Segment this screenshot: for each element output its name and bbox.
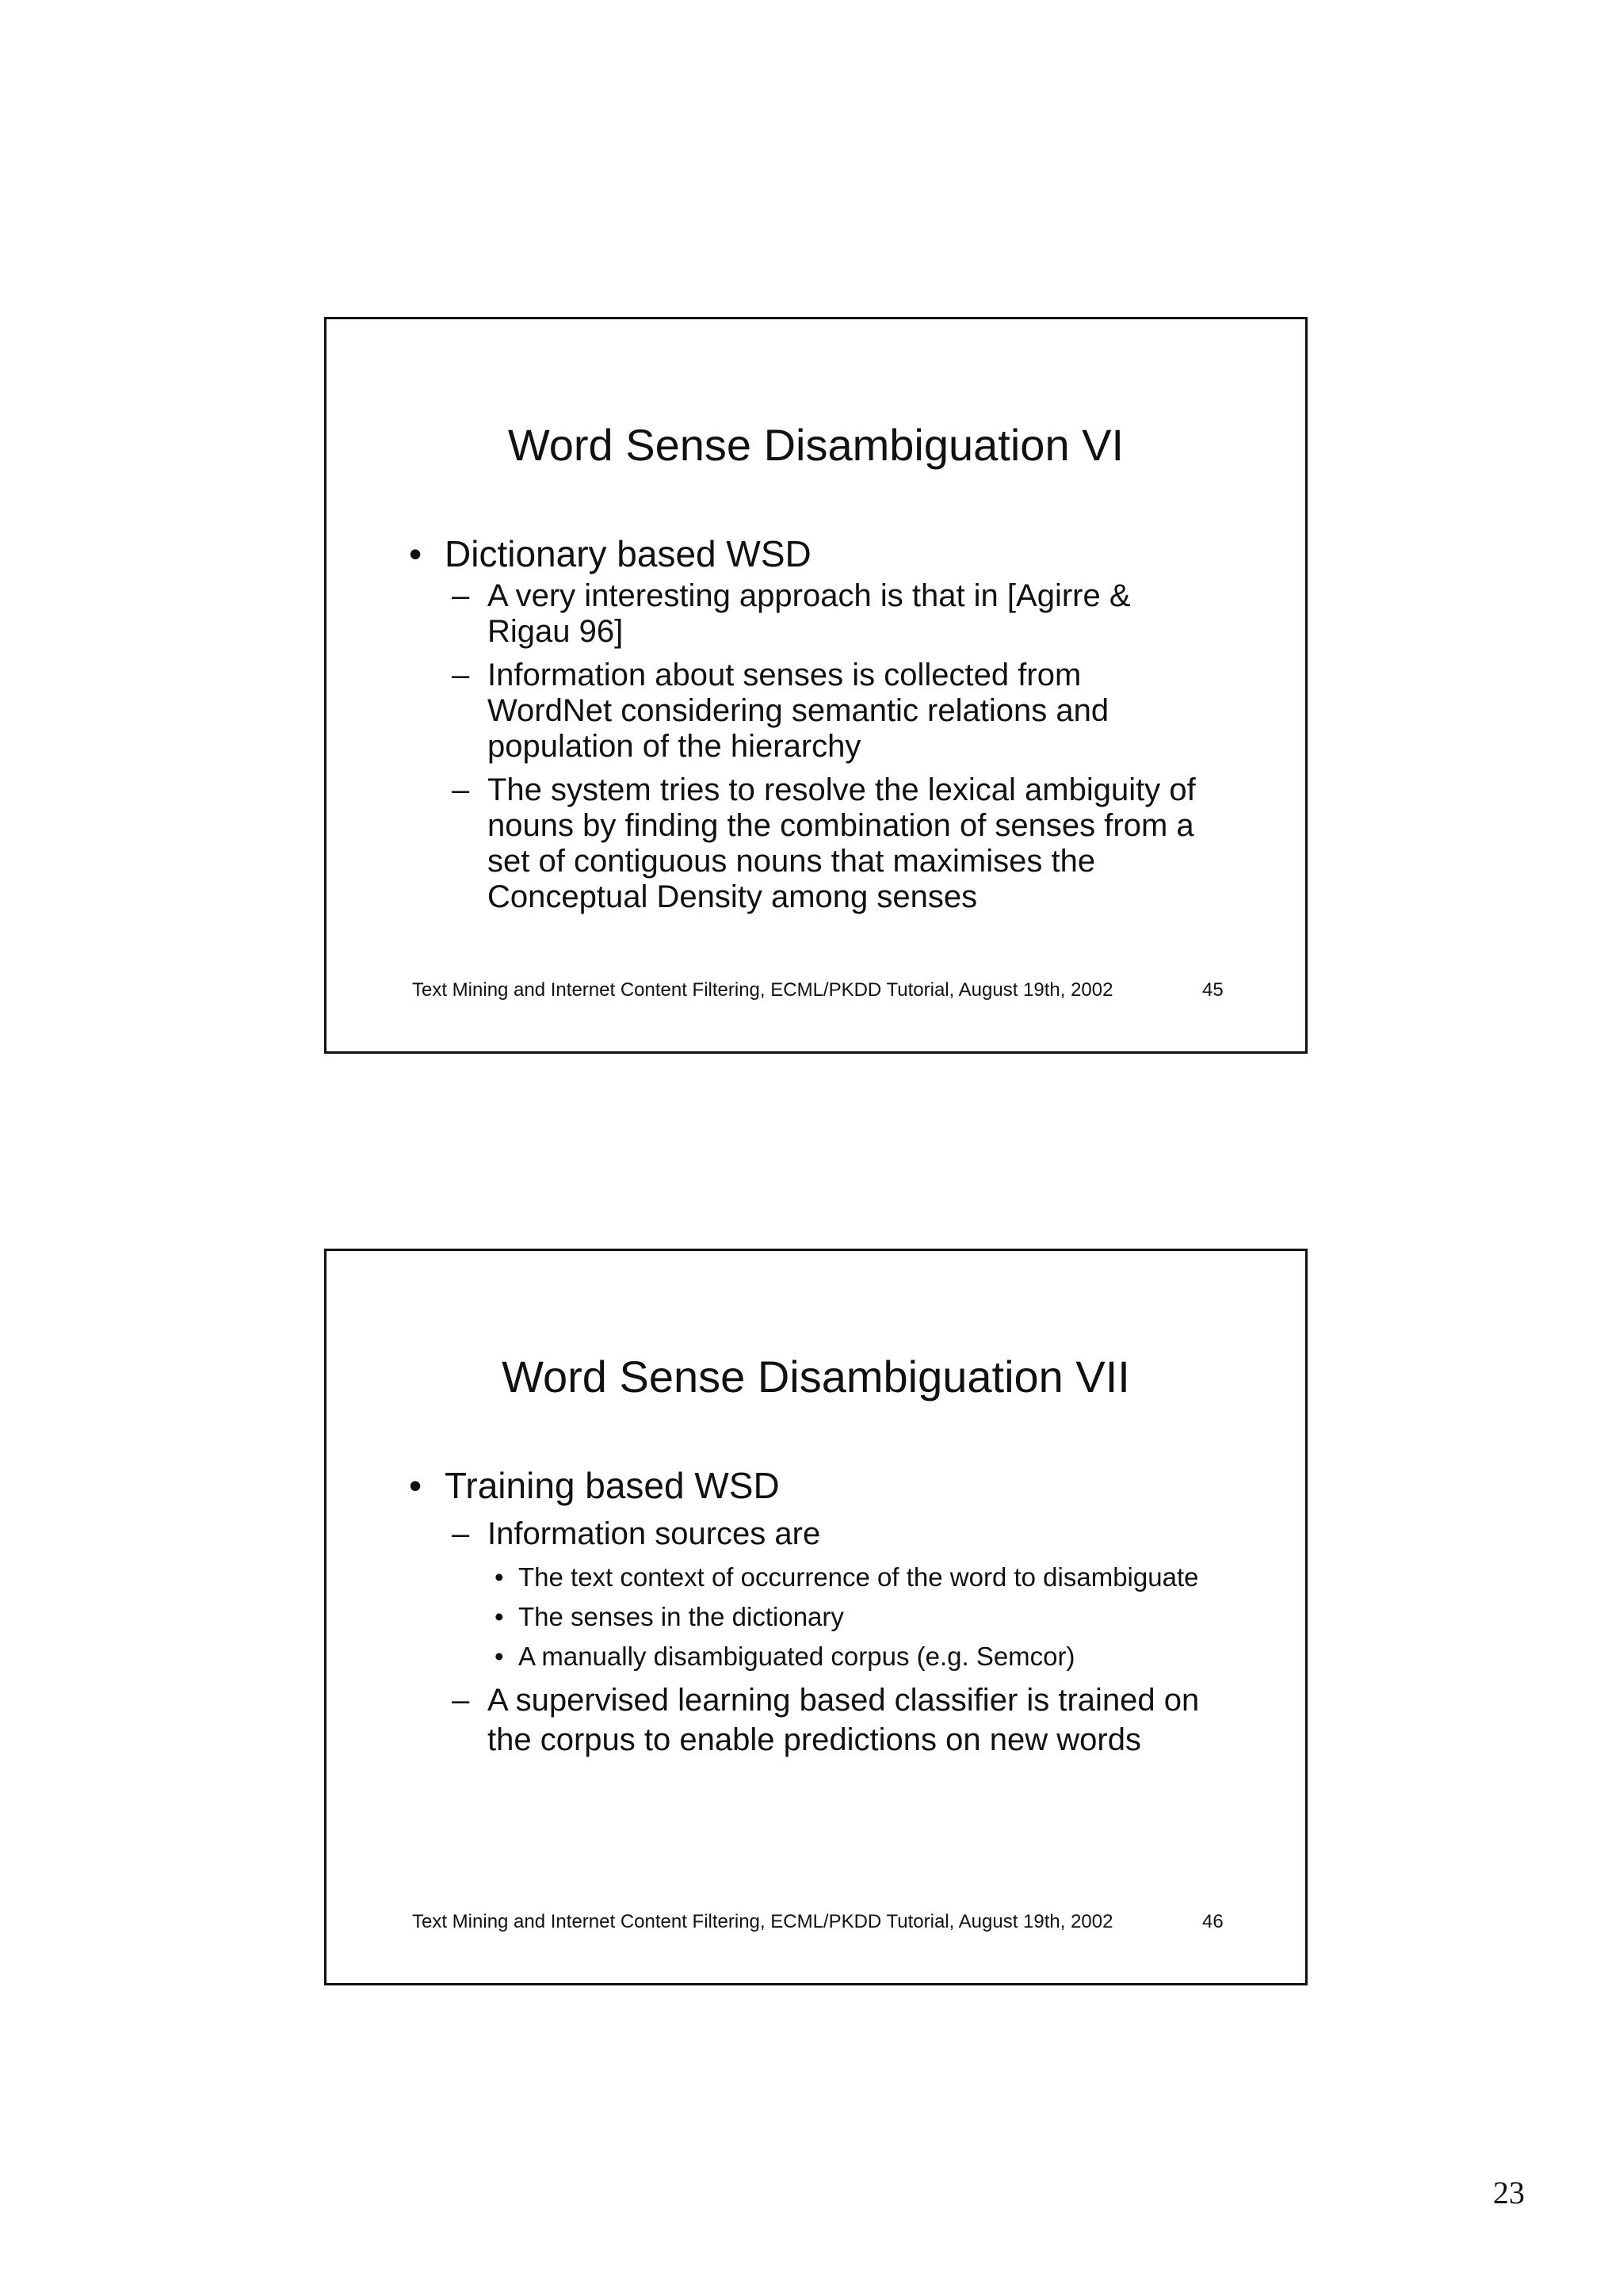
bullet-text: Dictionary based WSD <box>445 533 812 574</box>
slide-body <box>409 1466 1201 1760</box>
slide-46 <box>324 1249 1308 1985</box>
bullet-item <box>409 534 1201 574</box>
sub-bullet-text: A very interesting approach is that in [Agirre & Rigau 96] <box>487 578 1131 649</box>
bullet-item <box>409 1466 1201 1505</box>
sub-bullet-text: Information about senses is collected from WordNet considering semantic relations and population of the hierarchy <box>487 658 1109 764</box>
sub-sub-bullet-text: The senses in the dictionary <box>518 1602 844 1631</box>
slide-title: Word Sense Disambiguation VI <box>507 420 1125 470</box>
dash-marker: – <box>452 578 470 613</box>
sub-bullet-item <box>452 1516 1201 1552</box>
sub-sub-bullet-item <box>495 1601 1201 1633</box>
slide-footer: Text Mining and Internet Content Filtering, ECML/PKDD Tutorial, August 19th, 2002 <box>412 1911 1113 1932</box>
slide-title: Word Sense Disambiguation VII <box>502 1352 1130 1402</box>
sub-bullet-item <box>452 772 1201 915</box>
dash-marker: – <box>452 772 470 807</box>
slide-footer: Text Mining and Internet Content Filtering, ECML/PKDD Tutorial, August 19th, 2002 <box>412 979 1113 1001</box>
sub-sub-bullet-text: A manually disambiguated corpus (e.g. Semcor) <box>518 1642 1075 1671</box>
dash-marker: – <box>452 658 470 692</box>
bullet-marker: • <box>495 1642 504 1671</box>
sub-sub-bullet-item <box>495 1641 1201 1672</box>
sub-sub-bullet-text: The text context of occurrence of the word to disambiguate <box>518 1562 1199 1592</box>
sub-sub-bullet-item <box>495 1562 1201 1593</box>
bullet-marker: • <box>409 533 422 574</box>
bullet-marker: • <box>495 1602 504 1631</box>
slide-45 <box>324 317 1308 1054</box>
sub-bullet-item <box>452 1680 1201 1760</box>
bullet-marker: • <box>409 1465 422 1506</box>
bullet-marker: • <box>495 1562 504 1592</box>
slide-number: 46 <box>1202 1911 1224 1932</box>
sub-bullet-text: The system tries to resolve the lexical ambiguity of nouns by finding the combination of senses from a set of contiguous nouns that maximises the Conceptual Density among senses <box>487 772 1196 914</box>
sub-bullet-text: Information sources are <box>487 1516 821 1551</box>
dash-marker: – <box>452 1516 470 1551</box>
sub-bullet-item <box>452 578 1201 650</box>
slide-number: 45 <box>1202 979 1224 1001</box>
slide-body <box>409 534 1201 923</box>
sub-bullet-text: A supervised learning based classifier is trained on the corpus to enable predictions on new words <box>487 1683 1200 1757</box>
bullet-text: Training based WSD <box>445 1465 780 1506</box>
dash-marker: – <box>452 1683 470 1718</box>
sub-bullet-item <box>452 658 1201 765</box>
page-number: 23 <box>1493 2175 1525 2210</box>
